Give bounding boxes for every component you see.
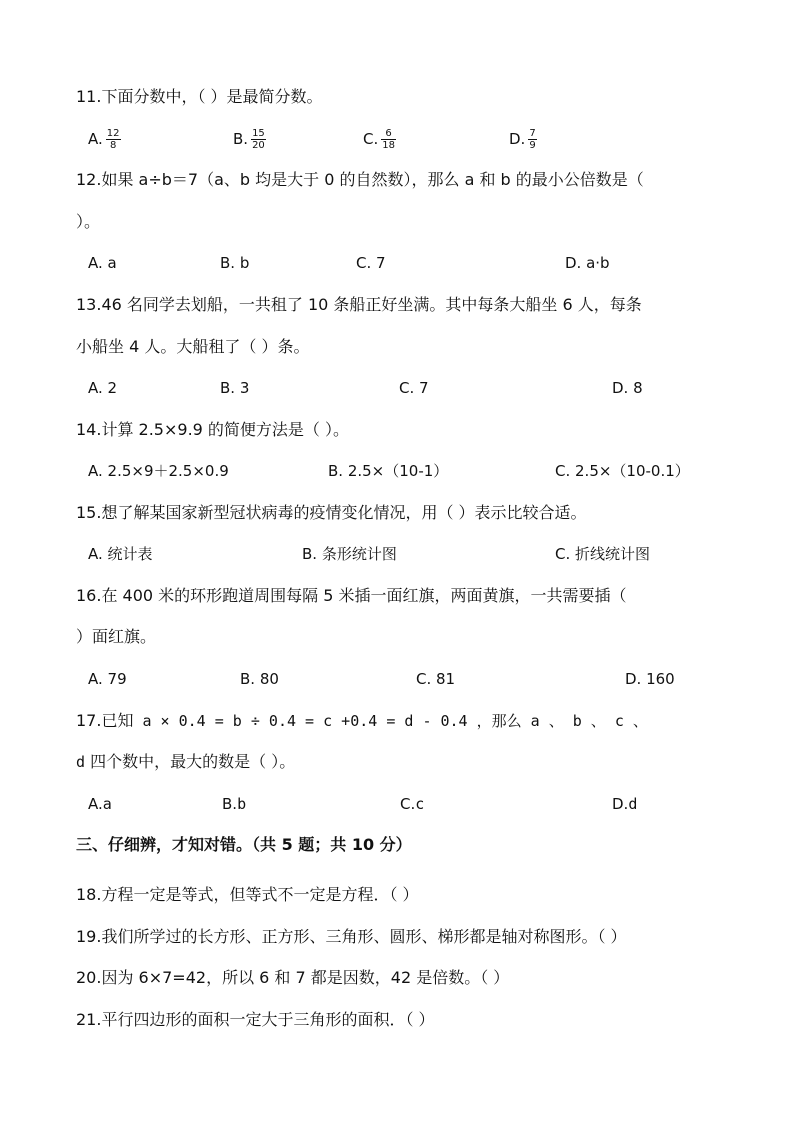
fraction: $\frac{15}{20}$	[252, 128, 265, 151]
q16-option-b: B. 80	[240, 670, 279, 688]
q12-stem-line1: 12.如果 a÷b＝7（a、b 均是大于 0 的自然数），那么 a 和 b 的最小公倍数是（	[76, 170, 644, 189]
q11-option-a	[88, 128, 121, 151]
q17-option-c: C.c	[400, 795, 425, 813]
q17-option-b: B.b	[222, 795, 247, 813]
q11-option-d	[509, 128, 537, 151]
q11-option-c	[363, 128, 396, 151]
q14-option-b: B. 2.5×（10-1）	[328, 462, 449, 480]
q11-stem: 11.下面分数中，（ ）是最简分数。	[76, 87, 323, 106]
q17-option-a: A.a	[88, 795, 112, 813]
q13-option-b: B. 3	[220, 379, 250, 397]
option-letter: D.	[509, 130, 526, 148]
q14-option-a: A. 2.5×9＋2.5×0.9	[88, 462, 229, 480]
q17-option-d: D.d	[612, 795, 638, 813]
q13-stem-line1: 13.46 名同学去划船，一共租了 10 条船正好坐满。其中每条大船坐 6 人，每条	[76, 295, 642, 314]
q19-stem: 19.我们所学过的长方形、正方形、三角形、圆形、梯形都是轴对称图形。（ ）	[76, 927, 627, 946]
q13-option-a: A. 2	[88, 379, 118, 397]
option-letter: C.	[363, 130, 379, 148]
q21-stem: 21.平行四边形的面积一定大于三角形的面积．（ ）	[76, 1010, 435, 1029]
q17-prefix: 17.已知	[76, 711, 134, 730]
q13-option-c: C. 7	[399, 379, 429, 397]
q16-option-d: D. 160	[625, 670, 675, 688]
q17-stem-line2	[76, 752, 295, 772]
q16-stem-line2: ）面红旗。	[76, 627, 157, 646]
q17-line2-text: 四个数中，最大的数是（ ）。	[85, 752, 296, 771]
q16-option-a: A. 79	[88, 670, 127, 688]
q14-stem: 14.计算 2.5×9.9 的简便方法是（ ）。	[76, 420, 350, 439]
section3-title: 三、仔细辨，才知对错。（共 5 题；共 10 分）	[76, 835, 412, 854]
q12-option-c: C. 7	[356, 254, 386, 272]
q15-option-a: A. 统计表	[88, 545, 153, 563]
fraction: $\frac{12}{8}$	[106, 128, 120, 151]
q12-option-a: A. a	[88, 254, 117, 272]
q14-option-c: C. 2.5×（10-0.1）	[555, 462, 690, 480]
q16-stem-line1: 16.在 400 米的环形跑道周围每隔 5 米插一面红旗，两面黄旗，一共需要插（	[76, 586, 627, 605]
q15-stem: 15.想了解某国家新型冠状病毒的疫情变化情况，用（ ）表示比较合适。	[76, 503, 587, 522]
q13-option-d: D. 8	[612, 379, 643, 397]
fraction: $\frac{6}{18}$	[382, 128, 395, 151]
q13-stem-line2: 小船坐 4 人。大船租了（ ）条。	[76, 337, 310, 356]
q18-stem: 18.方程一定是等式，但等式不一定是方程．（ ）	[76, 885, 419, 904]
q20-stem: 20.因为 6×7=42，所以 6 和 7 都是因数，42 是倍数。（ ）	[76, 968, 510, 987]
q17-variable-d: d	[76, 753, 86, 771]
q16-option-c: C. 81	[416, 670, 456, 688]
option-letter: B.	[233, 130, 249, 148]
q12-option-d: D. a·b	[565, 254, 610, 272]
q17-stem-line1	[76, 711, 648, 731]
fraction: $\frac{7}{9}$	[529, 128, 536, 151]
q15-option-c: C. 折线统计图	[555, 545, 651, 563]
q15-option-b: B. 条形统计图	[302, 545, 397, 563]
option-letter: A.	[88, 130, 103, 148]
q12-option-b: B. b	[220, 254, 250, 272]
q12-stem-line2: ）。	[76, 212, 101, 231]
q11-option-b	[233, 128, 266, 151]
q17-expression: a × 0.4 = b ÷ 0.4 = c +0.4 = d - 0.4 ，那么 a 、 b 、 c 、	[133, 712, 648, 730]
